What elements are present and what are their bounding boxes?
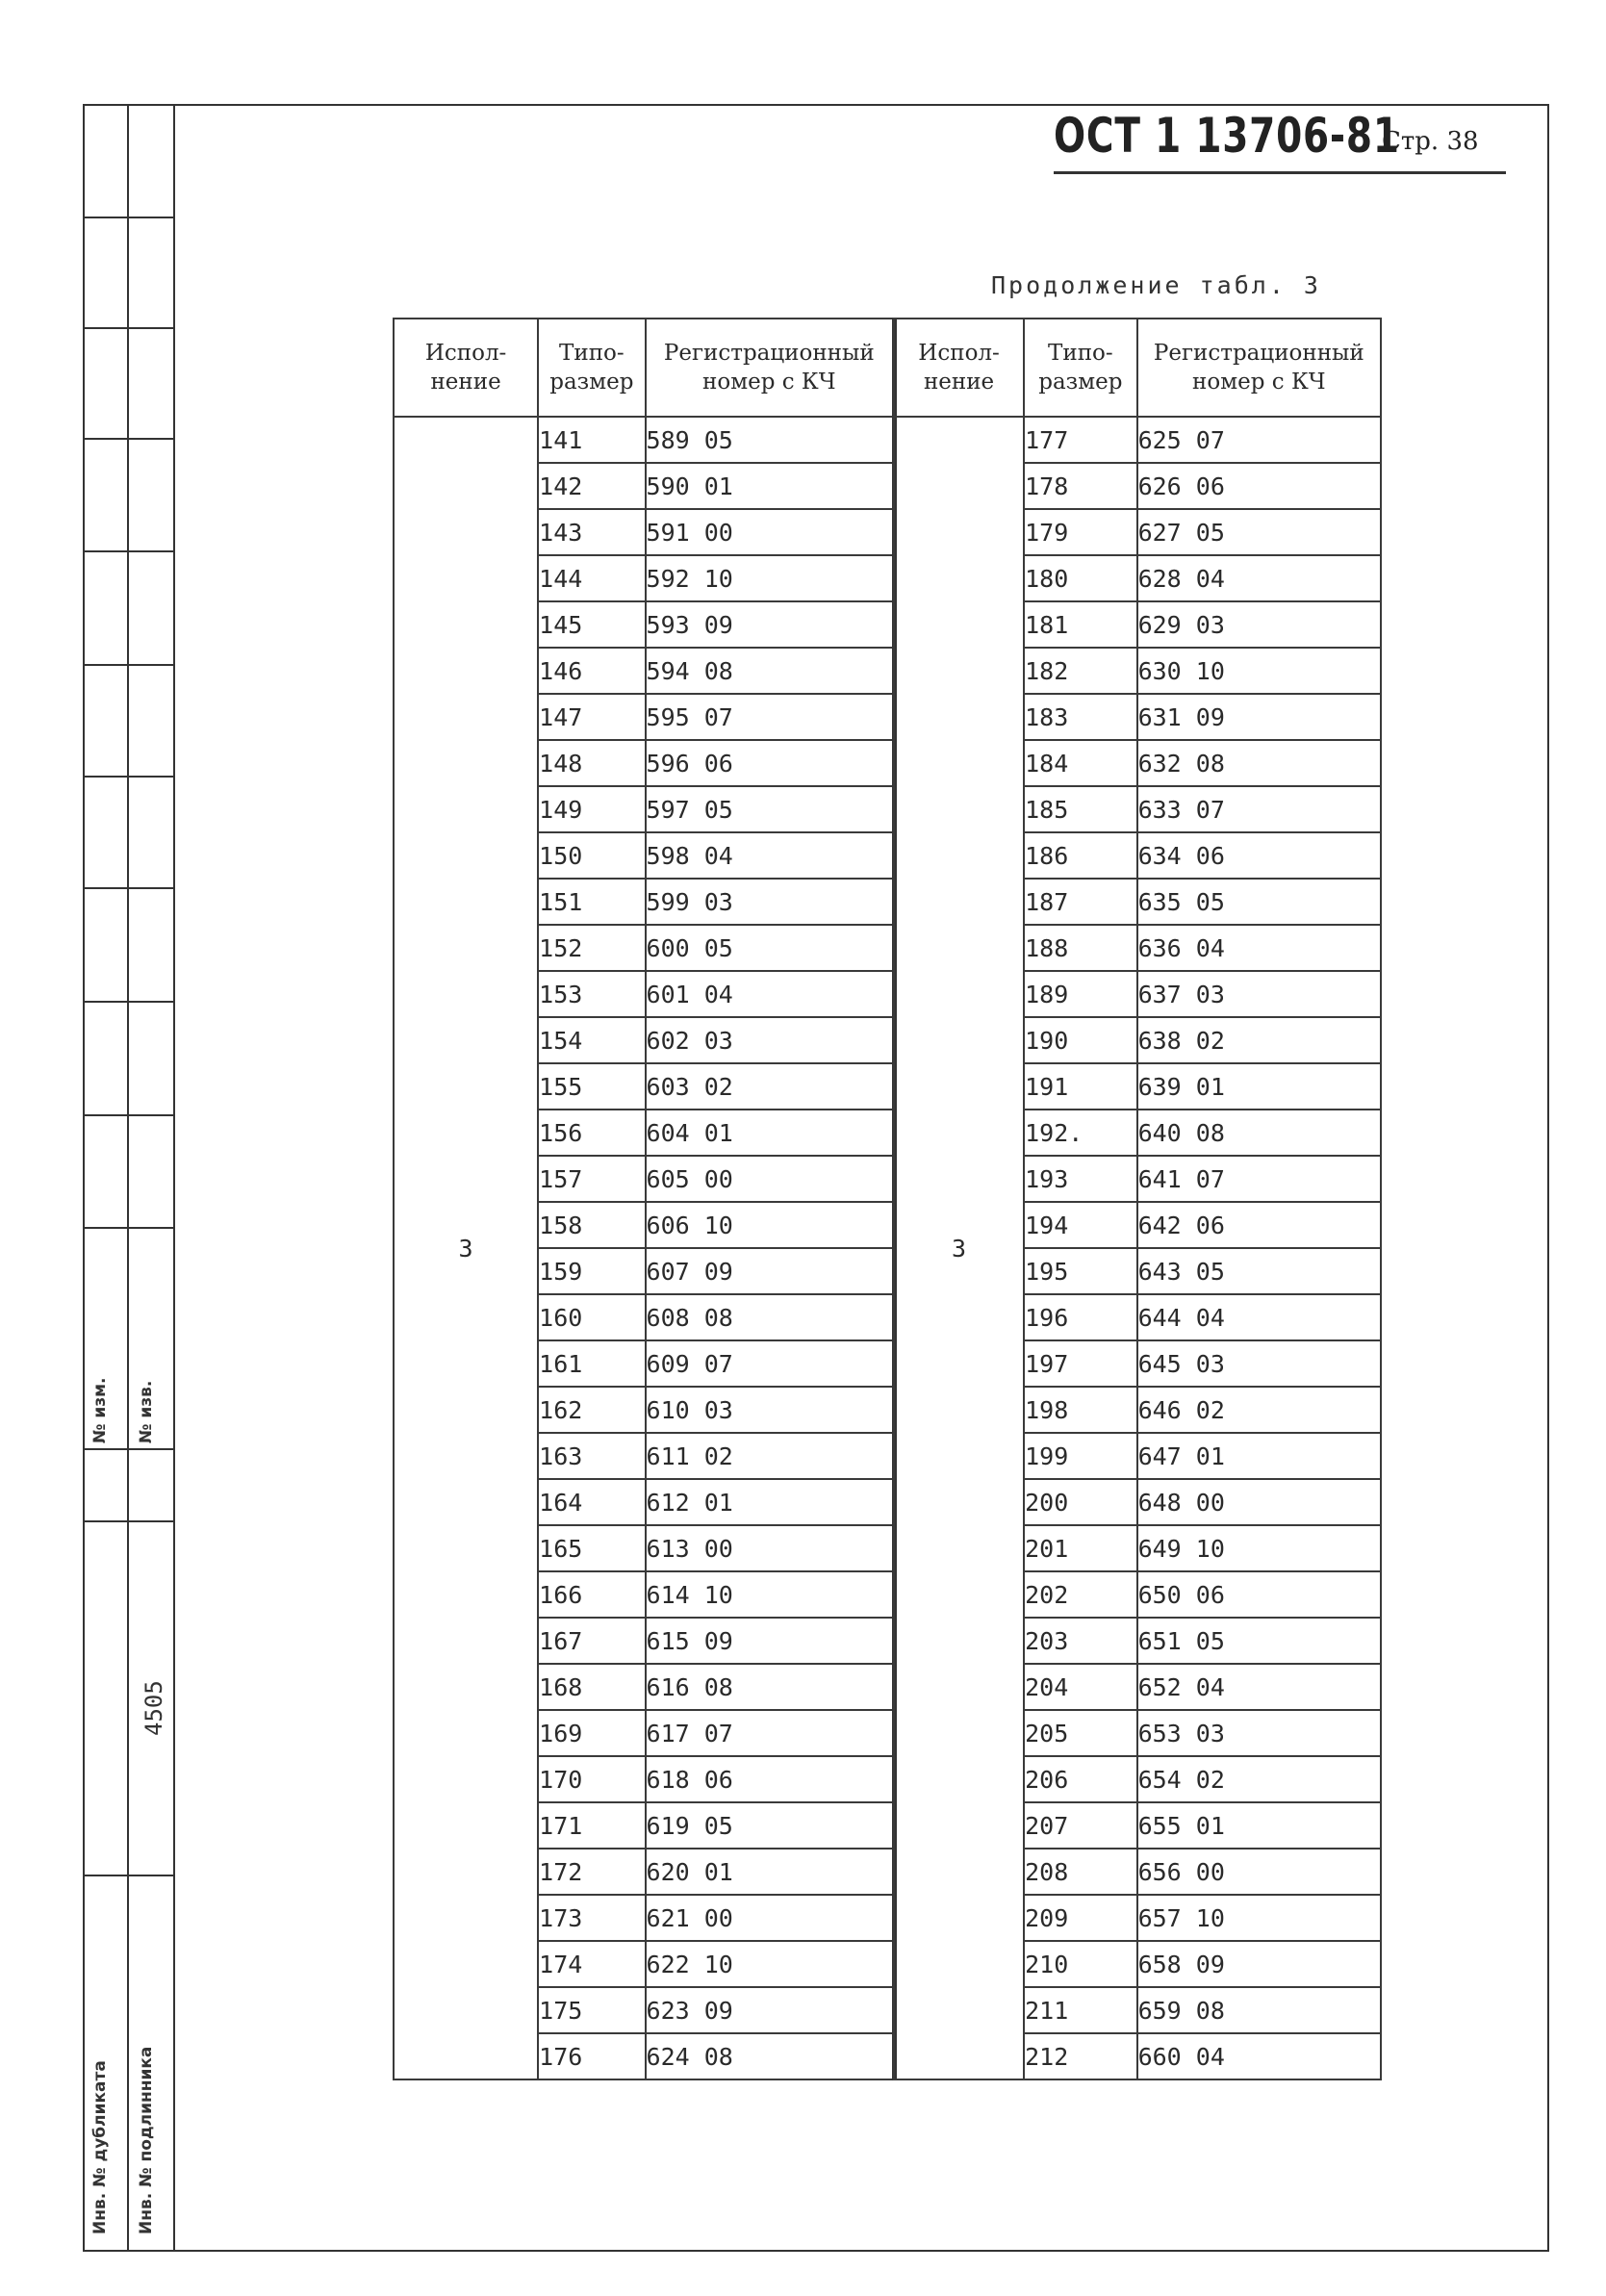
- reg-number-cell: 615 09: [646, 1618, 895, 1664]
- reg-number-cell: 640 08: [1137, 1110, 1381, 1156]
- tiporazmer-cell: 162: [538, 1387, 645, 1433]
- tiporazmer-cell: 170: [538, 1756, 645, 1802]
- tiporazmer-cell: 189: [1024, 971, 1136, 1017]
- tiporazmer-cell: 190: [1024, 1017, 1136, 1063]
- reg-number-cell: 621 00: [646, 1895, 895, 1941]
- reg-number-cell: 622 10: [646, 1941, 895, 1987]
- header-tiporazmer-text: Типо- размер: [549, 341, 634, 395]
- strip-rule: [83, 1448, 175, 1450]
- tiporazmer-cell: 196: [1024, 1294, 1136, 1340]
- reg-number-cell: 648 00: [1137, 1479, 1381, 1525]
- reg-number-cell: 646 02: [1137, 1387, 1381, 1433]
- tiporazmer-cell: 164: [538, 1479, 645, 1525]
- reg-number-cell: 638 02: [1137, 1017, 1381, 1063]
- tiporazmer-cell: 156: [538, 1110, 645, 1156]
- reg-number-cell: 658 09: [1137, 1941, 1381, 1987]
- strip-rule: [83, 327, 175, 329]
- tiporazmer-cell: 206: [1024, 1756, 1136, 1802]
- reg-number-cell: 592 10: [646, 555, 895, 601]
- tiporazmer-cell: 177: [1024, 417, 1136, 463]
- tiporazmer-cell: 183: [1024, 694, 1136, 740]
- reg-number-cell: 645 03: [1137, 1340, 1381, 1387]
- tiporazmer-cell: 157: [538, 1156, 645, 1202]
- tiporazmer-cell: 201: [1024, 1525, 1136, 1571]
- tiporazmer-cell: 165: [538, 1525, 645, 1571]
- tiporazmer-cell: 178: [1024, 463, 1136, 509]
- tiporazmer-cell: 175: [538, 1987, 645, 2033]
- tiporazmer-cell: 166: [538, 1571, 645, 1618]
- tiporazmer-cell: 173: [538, 1895, 645, 1941]
- strip-rule: [83, 438, 175, 440]
- reg-number-cell: 641 07: [1137, 1156, 1381, 1202]
- reg-number-cell: 642 06: [1137, 1202, 1381, 1248]
- reg-number-cell: 606 10: [646, 1202, 895, 1248]
- reg-number-cell: 612 01: [646, 1479, 895, 1525]
- tiporazmer-cell: 152: [538, 925, 645, 971]
- tiporazmer-cell: 161: [538, 1340, 645, 1387]
- reg-number-cell: 654 02: [1137, 1756, 1381, 1802]
- header-reg-number: [1137, 319, 1381, 417]
- reg-number-cell: 589 05: [646, 417, 895, 463]
- tiporazmer-cell: 172: [538, 1849, 645, 1895]
- tiporazmer-cell: 147: [538, 694, 645, 740]
- tiporazmer-cell: 212: [1024, 2033, 1136, 2079]
- reg-number-cell: 637 03: [1137, 971, 1381, 1017]
- reg-number-cell: 650 06: [1137, 1571, 1381, 1618]
- reg-number-cell: 644 04: [1137, 1294, 1381, 1340]
- reg-number-cell: 647 01: [1137, 1433, 1381, 1479]
- page-number: Стр. 38: [1382, 127, 1479, 156]
- tiporazmer-cell: 198: [1024, 1387, 1136, 1433]
- reg-number-cell: 633 07: [1137, 786, 1381, 832]
- reg-number-cell: 603 02: [646, 1063, 895, 1110]
- reg-number-cell: 596 06: [646, 740, 895, 786]
- reg-number-cell: 619 05: [646, 1802, 895, 1849]
- reg-number-cell: 627 05: [1137, 509, 1381, 555]
- strip-rule: [83, 550, 175, 552]
- reg-number-cell: 602 03: [646, 1017, 895, 1063]
- reg-number-cell: 604 01: [646, 1110, 895, 1156]
- header-reg-number-text: Регистрационный номер с КЧ: [1153, 341, 1364, 395]
- tiporazmer-cell: 160: [538, 1294, 645, 1340]
- header-tiporazmer-text: Типо- размер: [1038, 341, 1123, 395]
- reg-number-cell: 643 05: [1137, 1248, 1381, 1294]
- tiporazmer-cell: 159: [538, 1248, 645, 1294]
- reg-number-cell: 634 06: [1137, 832, 1381, 879]
- reg-number-cell: 635 05: [1137, 879, 1381, 925]
- reg-number-cell: 598 04: [646, 832, 895, 879]
- tiporazmer-cell: 141: [538, 417, 645, 463]
- tiporazmer-cell: 202: [1024, 1571, 1136, 1618]
- tiporazmer-cell: 144: [538, 555, 645, 601]
- strip-rule: [83, 1520, 175, 1522]
- title-underline: [1054, 171, 1506, 174]
- tiporazmer-cell: 179: [1024, 509, 1136, 555]
- tiporazmer-cell: 211: [1024, 1987, 1136, 2033]
- reg-number-cell: 655 01: [1137, 1802, 1381, 1849]
- table-right: [893, 318, 1382, 2080]
- tiporazmer-cell: 197: [1024, 1340, 1136, 1387]
- tiporazmer-cell: 191: [1024, 1063, 1136, 1110]
- header-reg-number-text: Регистрационный номер с КЧ: [663, 341, 875, 395]
- tiporazmer-cell: 186: [1024, 832, 1136, 879]
- reg-number-cell: 629 03: [1137, 601, 1381, 648]
- tiporazmer-cell: 151: [538, 879, 645, 925]
- strip-rule: [83, 887, 175, 889]
- tiporazmer-cell: 150: [538, 832, 645, 879]
- strip-rule: [83, 1227, 175, 1229]
- reg-number-cell: 608 08: [646, 1294, 895, 1340]
- tiporazmer-cell: 188: [1024, 925, 1136, 971]
- tiporazmer-cell: 182: [1024, 648, 1136, 694]
- reg-number-cell: 660 04: [1137, 2033, 1381, 2079]
- tiporazmer-cell: 187: [1024, 879, 1136, 925]
- reg-number-cell: 631 09: [1137, 694, 1381, 740]
- strip-rule: [83, 664, 175, 666]
- reg-number-cell: 626 06: [1137, 463, 1381, 509]
- tiporazmer-cell: 185: [1024, 786, 1136, 832]
- header-reg-number: [646, 319, 895, 417]
- tiporazmer-cell: 200: [1024, 1479, 1136, 1525]
- tiporazmer-cell: 180: [1024, 555, 1136, 601]
- reg-number-cell: 594 08: [646, 648, 895, 694]
- tiporazmer-cell: 167: [538, 1618, 645, 1664]
- tiporazmer-cell: 143: [538, 509, 645, 555]
- tiporazmer-cell: 169: [538, 1710, 645, 1756]
- header-ispolnenie: [394, 319, 538, 417]
- reg-number-cell: 595 07: [646, 694, 895, 740]
- reg-number-cell: 636 04: [1137, 925, 1381, 971]
- tiporazmer-cell: 204: [1024, 1664, 1136, 1710]
- side-strip: [83, 104, 175, 2252]
- reg-number-cell: 653 03: [1137, 1710, 1381, 1756]
- tiporazmer-cell: 154: [538, 1017, 645, 1063]
- tiporazmer-cell: 163: [538, 1433, 645, 1479]
- tiporazmer-cell: 207: [1024, 1802, 1136, 1849]
- reg-number-cell: 614 10: [646, 1571, 895, 1618]
- reg-number-cell: 625 07: [1137, 417, 1381, 463]
- tiporazmer-cell: 145: [538, 601, 645, 648]
- reg-number-cell: 609 07: [646, 1340, 895, 1387]
- reg-number-cell: 623 09: [646, 1987, 895, 2033]
- reg-number-cell: 611 02: [646, 1433, 895, 1479]
- tiporazmer-cell: 168: [538, 1664, 645, 1710]
- reg-number-cell: 630 10: [1137, 648, 1381, 694]
- tiporazmer-cell: 148: [538, 740, 645, 786]
- table-row: [394, 417, 895, 463]
- reg-number-cell: 597 05: [646, 786, 895, 832]
- tiporazmer-cell: 176: [538, 2033, 645, 2079]
- reg-number-cell: 610 03: [646, 1387, 895, 1433]
- header-tiporazmer: [1024, 319, 1136, 417]
- strip-inv-number: 4505: [140, 1680, 167, 1736]
- reg-number-cell: 649 10: [1137, 1525, 1381, 1571]
- tiporazmer-cell: 158: [538, 1202, 645, 1248]
- table-left: [393, 318, 897, 2080]
- reg-number-cell: 591 00: [646, 509, 895, 555]
- table-caption: Продолжение табл. 3: [991, 271, 1321, 299]
- header-tiporazmer: [538, 319, 645, 417]
- tiporazmer-cell: 142: [538, 463, 645, 509]
- reg-number-cell: 657 10: [1137, 1895, 1381, 1941]
- reg-number-cell: 616 08: [646, 1664, 895, 1710]
- strip-rule: [83, 1114, 175, 1116]
- strip-label-no-izm: № изм.: [90, 1377, 110, 1443]
- tiporazmer-cell: 210: [1024, 1941, 1136, 1987]
- reg-number-cell: 624 08: [646, 2033, 895, 2079]
- tiporazmer-cell: 155: [538, 1063, 645, 1110]
- tiporazmer-cell: 208: [1024, 1849, 1136, 1895]
- reg-number-cell: 593 09: [646, 601, 895, 648]
- tiporazmer-cell: 192.: [1024, 1110, 1136, 1156]
- strip-label-inv-dublikata: Инв. № дубликата: [90, 2060, 110, 2234]
- reg-number-cell: 600 05: [646, 925, 895, 971]
- standard-number: ОСТ 1 13706-81: [1054, 108, 1400, 164]
- tiporazmer-cell: 194: [1024, 1202, 1136, 1248]
- reg-number-cell: 618 06: [646, 1756, 895, 1802]
- reg-number-cell: 639 01: [1137, 1063, 1381, 1110]
- tiporazmer-cell: 174: [538, 1941, 645, 1987]
- strip-rule: [83, 1875, 175, 1876]
- table-row: [894, 417, 1381, 463]
- tiporazmer-cell: 195: [1024, 1248, 1136, 1294]
- reg-number-cell: 605 00: [646, 1156, 895, 1202]
- tiporazmer-cell: 205: [1024, 1710, 1136, 1756]
- reg-number-cell: 601 04: [646, 971, 895, 1017]
- header-ispolnenie-text: Испол- нение: [424, 341, 507, 395]
- strip-rule: [83, 776, 175, 778]
- tiporazmer-cell: 181: [1024, 601, 1136, 648]
- side-strip-divider: [127, 104, 129, 2252]
- ispolnenie-cell: 3: [894, 417, 1024, 2079]
- reg-number-cell: 656 00: [1137, 1849, 1381, 1895]
- ispolnenie-cell: 3: [394, 417, 538, 2079]
- strip-rule: [83, 217, 175, 218]
- header-ispolnenie: [894, 319, 1024, 417]
- reg-number-cell: 613 00: [646, 1525, 895, 1571]
- tiporazmer-cell: 171: [538, 1802, 645, 1849]
- reg-number-cell: 617 07: [646, 1710, 895, 1756]
- strip-label-no-izv: № изв.: [137, 1380, 156, 1443]
- tiporazmer-cell: 199: [1024, 1433, 1136, 1479]
- reg-number-cell: 652 04: [1137, 1664, 1381, 1710]
- tiporazmer-cell: 153: [538, 971, 645, 1017]
- strip-rule: [83, 1001, 175, 1003]
- strip-label-inv-podlinnika: Инв. № подлинника: [137, 2046, 156, 2234]
- header-ispolnenie-text: Испол- нение: [918, 341, 1000, 395]
- tiporazmer-cell: 203: [1024, 1618, 1136, 1664]
- tiporazmer-cell: 184: [1024, 740, 1136, 786]
- tiporazmer-cell: 149: [538, 786, 645, 832]
- tiporazmer-cell: 146: [538, 648, 645, 694]
- reg-number-cell: 628 04: [1137, 555, 1381, 601]
- reg-number-cell: 632 08: [1137, 740, 1381, 786]
- reg-number-cell: 651 05: [1137, 1618, 1381, 1664]
- tiporazmer-cell: 209: [1024, 1895, 1136, 1941]
- tiporazmer-cell: 193: [1024, 1156, 1136, 1202]
- reg-number-cell: 590 01: [646, 463, 895, 509]
- reg-number-cell: 659 08: [1137, 1987, 1381, 2033]
- reg-number-cell: 599 03: [646, 879, 895, 925]
- reg-number-cell: 620 01: [646, 1849, 895, 1895]
- reg-number-cell: 607 09: [646, 1248, 895, 1294]
